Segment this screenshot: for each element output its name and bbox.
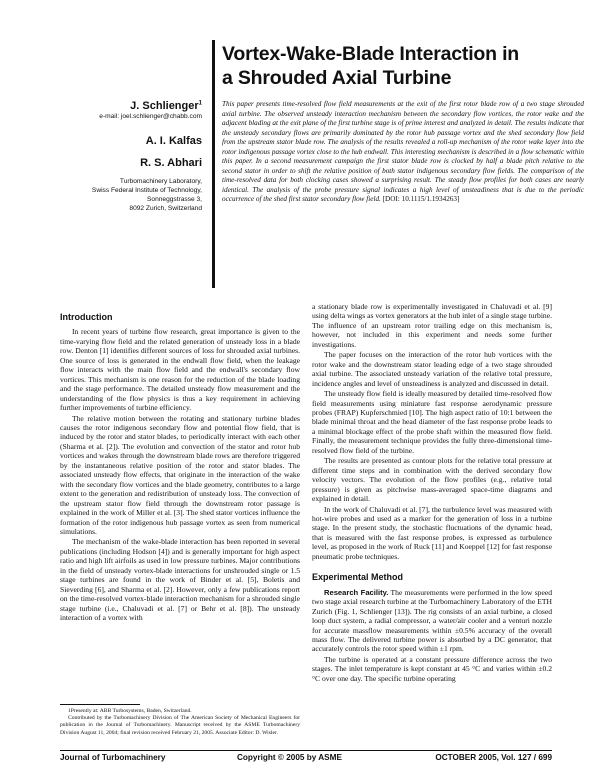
footnote-2: Contributed by the Turbomachinery Division of The American Society of Mechanical Engineers for publication in the Journal of Turbomachinery. Manuscript received by the ASME Turbomachinery Division August 11, 2004; final revision received February 21, 2005. Associate Editor: D. Wisler. (60, 715, 300, 736)
research-facility-text: The measurements were performed in the low speed two stage axial research turbine at the Turbomachinery Laboratory of the ETH Zurich (Fig. 1, Schlienger [13]). The rig consists of an axial turbine, a closed loop duct system, a radial compressor, a water/air cooler and a venturi nozzle for accurate massflow measurements within ±0.5% accuracy of the overall mass flow. The delivered turbine power is absorbed by a DC generator, that accurately controls the rotor speed within ±1 rpm. (312, 587, 552, 654)
footer-divider (60, 750, 552, 751)
affiliation-line-4: 8092 Zurich, Switzerland (129, 205, 202, 212)
right-paragraph-7: The turbine is operated at a constant pressure difference across the two stages. The inlet temperature is kept constant at 45 °C and varies within ±0.2 °C over one day. The specific turbine operating (312, 654, 552, 683)
affiliation-line-2: Swiss Federal Institute of Technology, (91, 187, 202, 194)
abstract (222, 100, 584, 205)
footnote-1: 1Presently at: ABB Turbosystems, Baden, Switzerland. (68, 708, 192, 714)
right-paragraph-1: a stationary blade row is experimentally investigated in Chaluvadi et al. [9] using delta wings as vortex generators at the hub inlet of a single stage turbine. The influence of an upstream rotor trailing edge on this mechanism is, however, not included in this experiment and needs some further investigations. (312, 302, 552, 349)
author-1-name: J. Schlienger (130, 100, 199, 112)
author-1-footnote-mark: 1 (198, 100, 202, 107)
left-column (60, 313, 300, 623)
research-facility-lead: Research Facility. (324, 587, 389, 597)
research-facility-paragraph (312, 588, 552, 654)
affiliation-line-1: Turbomachinery Laboratory, (119, 178, 202, 185)
abstract-text: This paper presents time-resolved flow field measurements at the exit of the first rotor blade row of a two stage shrouded axial turbine. The observed unsteady interaction mechanism between the secondary flow vortices, the rotor wake and the adjacent blading at the exit plane of the first turbine stage is of prime interest and analyzed in detail. The results indicate that the unsteady secondary flows are primarily dominated by the rotor hub passage vortex and the shed secondary flow field from the upstream stator blade row. The analysis of the results revealed a roll-up mechanism of the rotor wake layer into the rotor indigenous passage vortex close to the hub endwall. This interesting mechanism is described in a flow schematic within this paper. In a second measurement campaign the first stator blade row is clocked by half a blade pitch relative to the second stator in order to shift the relative position of both stator indigenous secondary flow fields. The comparison of the time-resolved data for both clocking cases showed a surprising result. The steady flow profiles for both cases are nearly identical. The analysis of the probe pressure signal indicates a high level of unsteadiness that is due to the periodic occurrence of the shed first stator secondary flow field. (222, 100, 584, 204)
copyright: Copyright © 2005 by ASME (237, 753, 342, 762)
right-column (312, 302, 552, 683)
right-paragraph-2: The paper focuses on the interaction of the rotor hub vortices with the rotor wake and the downstream stator leading edge of a two stage shrouded axial turbine. The associated unsteady variation of the relative total pressure, incidence angles and level of unsteadiness is analyzed and discussed in detail. (312, 350, 552, 388)
author-3: R. S. Abhari (140, 157, 202, 169)
right-paragraph-3: The unsteady flow field is ideally measured by detailed time-resolved flow field measurements using miniature fast response aerodynamic pressure probes (FRAP) Kupferschmied [10]. The high aspect ratio of 10:1 between the blade minimal throat and the head diameter of the fast response probe leads to a minimal blockage effect of the probe shaft within the measured flow field. Finally, the measurement technique provides the fully three-dimensional time-resolved flow field of the turbine. (312, 389, 552, 455)
intro-paragraph-1: In recent years of turbine flow research, great importance is given to the time-varying flow field and the related generation of unsteady loss in a blade row. Denton [1] identifies different sources of loss for shrouded axial turbines. One source of loss is generated in the endwall flow field, when the leakage flow interacts with the main flow field and the endwall's secondary flow vortices. This mechanism is one reason for the reduction of the blade loading and the stage performance. The detailed unsteady flow measurement and the understanding of the flow physics is thus a key requirement in achieving further improvements of turbine efficiency. (60, 327, 300, 413)
introduction-heading: Introduction (60, 312, 113, 322)
right-paragraph-4: The results are presented as contour plots for the relative total pressure at different time steps and in combination with the derived secondary flow velocity vectors. The evolution of the flow profiles (e.g., relative total pressure) is given as pitchwise mass-averaged space-time diagrams and explained in detail. (312, 456, 552, 504)
doi[interactable]: [DOI: 10.1115/1.1934263] (382, 195, 460, 204)
author-1 (12, 100, 202, 112)
journal-name: Journal of Turbomachinery (60, 753, 166, 762)
experimental-method-heading: Experimental Method (312, 572, 404, 583)
affiliation (12, 177, 202, 213)
authors-block (12, 100, 202, 213)
issue-info: OCTOBER 2005, Vol. 127 / 699 (435, 753, 552, 762)
author-2: A. I. Kalfas (145, 135, 202, 147)
header-divider (212, 40, 215, 288)
intro-paragraph-2: The relative motion between the rotating and stationary turbine blades causes the rotor indigenous secondary flow and potential flow field, that is induced by the rotor and stator blades, to periodically interact with each other (Sharma et al. [2]). The evolution and convection of the stator and rotor hub vortices and wakes through the downstream blade rows are therefore triggered by the instantaneous relative position of the rotor and stator blades. The associated unsteady flow effects, that originate in the interaction of the wake with the secondary flow vortices and the blade geometry, contributes to a large extent to the generation and redistribution of unsteady loss. The convection of the upstream stator flow field through the downstream rotor passage is explained in the work of Miller et al. [3]. The shed stator vortices influence the formation of the rotor indigenous hub passage vortex as seen from numerical simulations. (60, 413, 300, 536)
title-line-2: a Shrouded Axial Turbine (222, 67, 452, 89)
footnotes (60, 708, 300, 737)
right-paragraph-5: In the work of Chaluvadi et al. [7], the turbulence level was measured with hot-wire probes and used as a marker for the generation of loss in a turbine stage. In the present study, the stochastic fluctuations of the dynamic head, that is measured with the fast response probes, is expressed as turbulence level, as proposed in the work of Ruck [11] and Koeppel [12] for fast response pneumatic probe techniques. (312, 504, 552, 561)
author-1-email[interactable]: e-mail: joel.schlienger@chabb.com (99, 113, 202, 120)
title-line-1: Vortex-Wake-Blade Interaction in (222, 43, 519, 65)
intro-paragraph-3: The mechanism of the wake-blade interaction has been reported in several publications (including Hodson [4]) and is generally important for high aspect ratio and high lift airfoils as used in low pressure turbines. Major contributions in the field of unsteady vortex-blade interactions for unshrouded single or 1.5 stage turbines are found in the work of Binder et al. [5], Boletis and Sieverding [6], and Sharma et al. [2]. However, only a few publications report on the time-resolved vortex-blade interaction mechanism for a shrouded single stage turbine (i.e., Chaluvadi et al. [7] or Behr et al. [8]). The unsteady interaction of a vortex with (60, 537, 300, 623)
footnote-divider (60, 704, 140, 705)
paper-title (222, 42, 582, 90)
affiliation-line-3: Sonneggstrasse 3, (147, 196, 202, 203)
